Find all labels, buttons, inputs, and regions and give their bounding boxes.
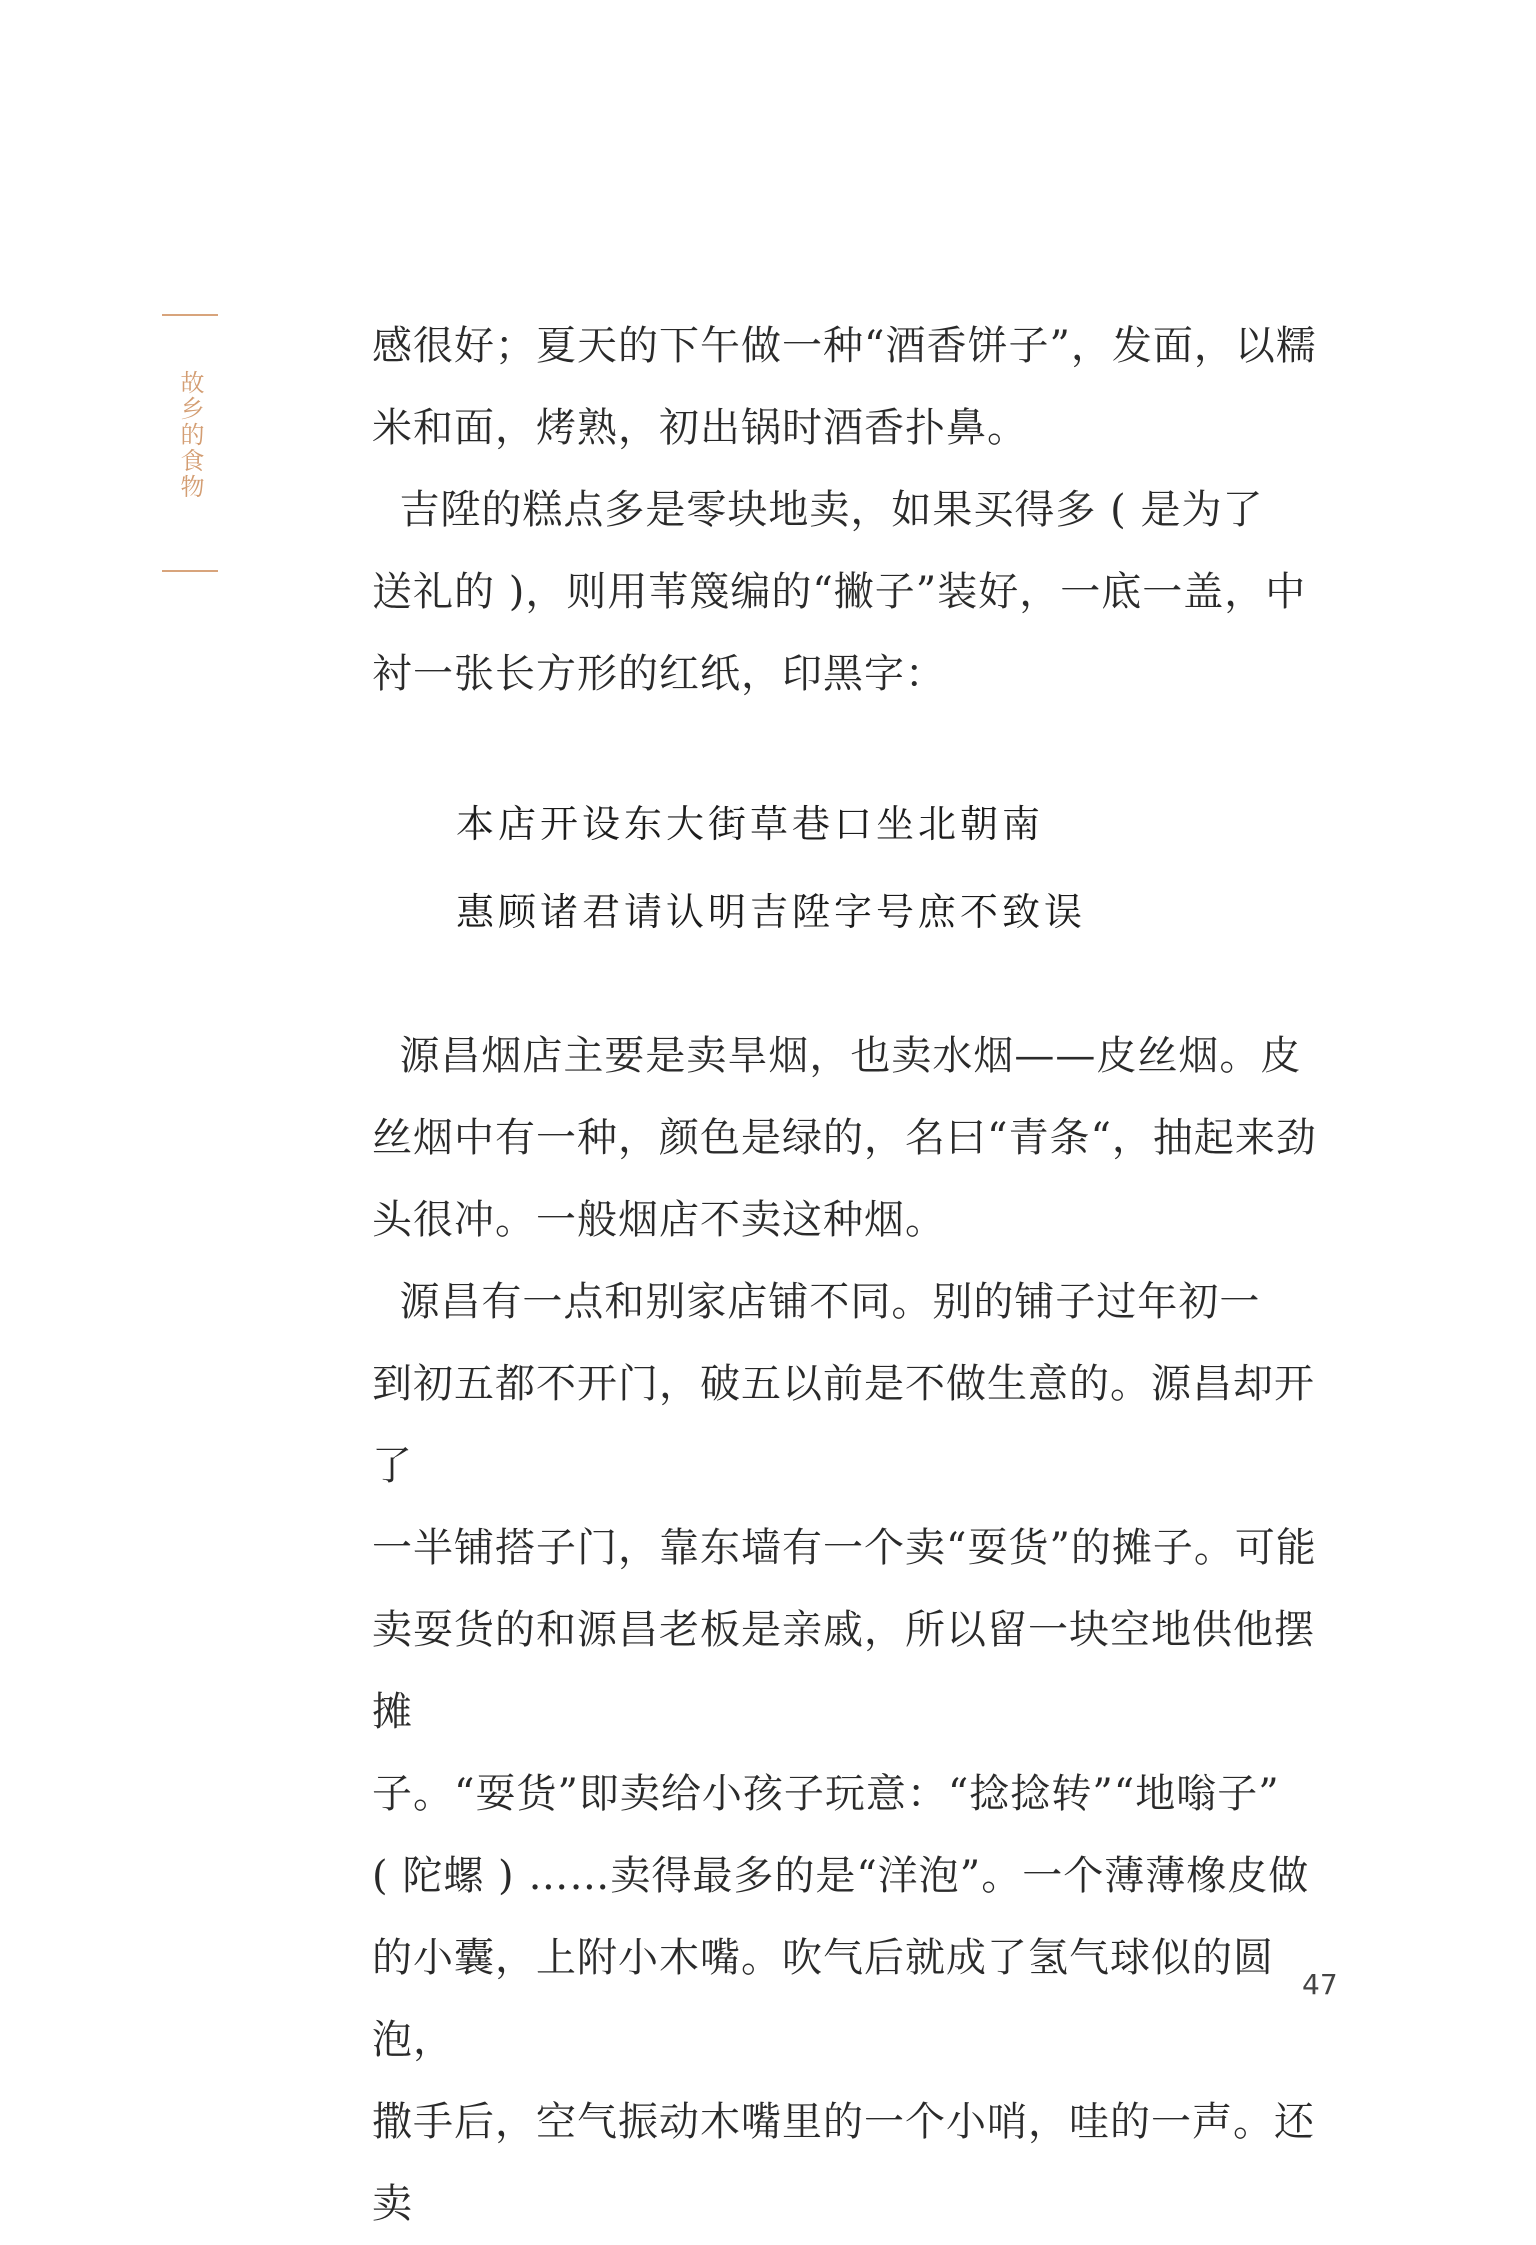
paragraph: 感很好；夏天的下午做一种“酒香饼子”，发面，以糯 米和面，烤熟，初出锅时酒香扑鼻。 xyxy=(372,323,1317,451)
paragraph: 源昌烟店主要是卖旱烟，也卖水烟——皮丝烟。皮 丝烟中有一种，颜色是绿的，名曰“青条“，抽起来劲 头很冲。一般烟店不卖这种烟。 xyxy=(372,1033,1317,1243)
page-number: 47 xyxy=(1302,1968,1338,2001)
side-title: 故乡的食物 xyxy=(176,370,204,500)
notice-line: 惠顾诸君请认明吉陞字号庶不致误 xyxy=(456,890,1087,934)
paragraph: 源昌有一点和别家店铺不同。别的铺子过年初一 到初五都不开门，破五以前是不做生意的。源昌却开了 一半铺搭子门，靠东墙有一个卖“耍货”的摊子。可能 卖耍货的和源昌老板是亲戚，所以留一块空地供他摆摊 子。“耍货”即卖给小孩子玩意：“捻捻转”“地嗡子” ( 陀螺 ) ……卖得最多的是“洋泡”。一个薄薄橡皮做 的小囊，上附小木嘴。吹气后就成了氢气球似的圆泡， 撒手后，空气振动木嘴里的一个小哨，哇的一声。还卖 xyxy=(372,1279,1317,2227)
notice-block xyxy=(456,780,1256,956)
body-text-bottom xyxy=(372,1015,1334,2245)
side-rule-top xyxy=(162,314,218,316)
side-rule-bottom xyxy=(162,570,218,572)
notice-line: 本店开设东大街草巷口坐北朝南 xyxy=(456,802,1045,846)
body-text-top xyxy=(372,305,1334,715)
paragraph: 吉陞的糕点多是零块地卖，如果买得多 ( 是为了 送礼的 )，则用苇篾编的“撇子”装好，一底一盖，中 衬一张长方形的红纸，印黑字： xyxy=(372,487,1307,697)
